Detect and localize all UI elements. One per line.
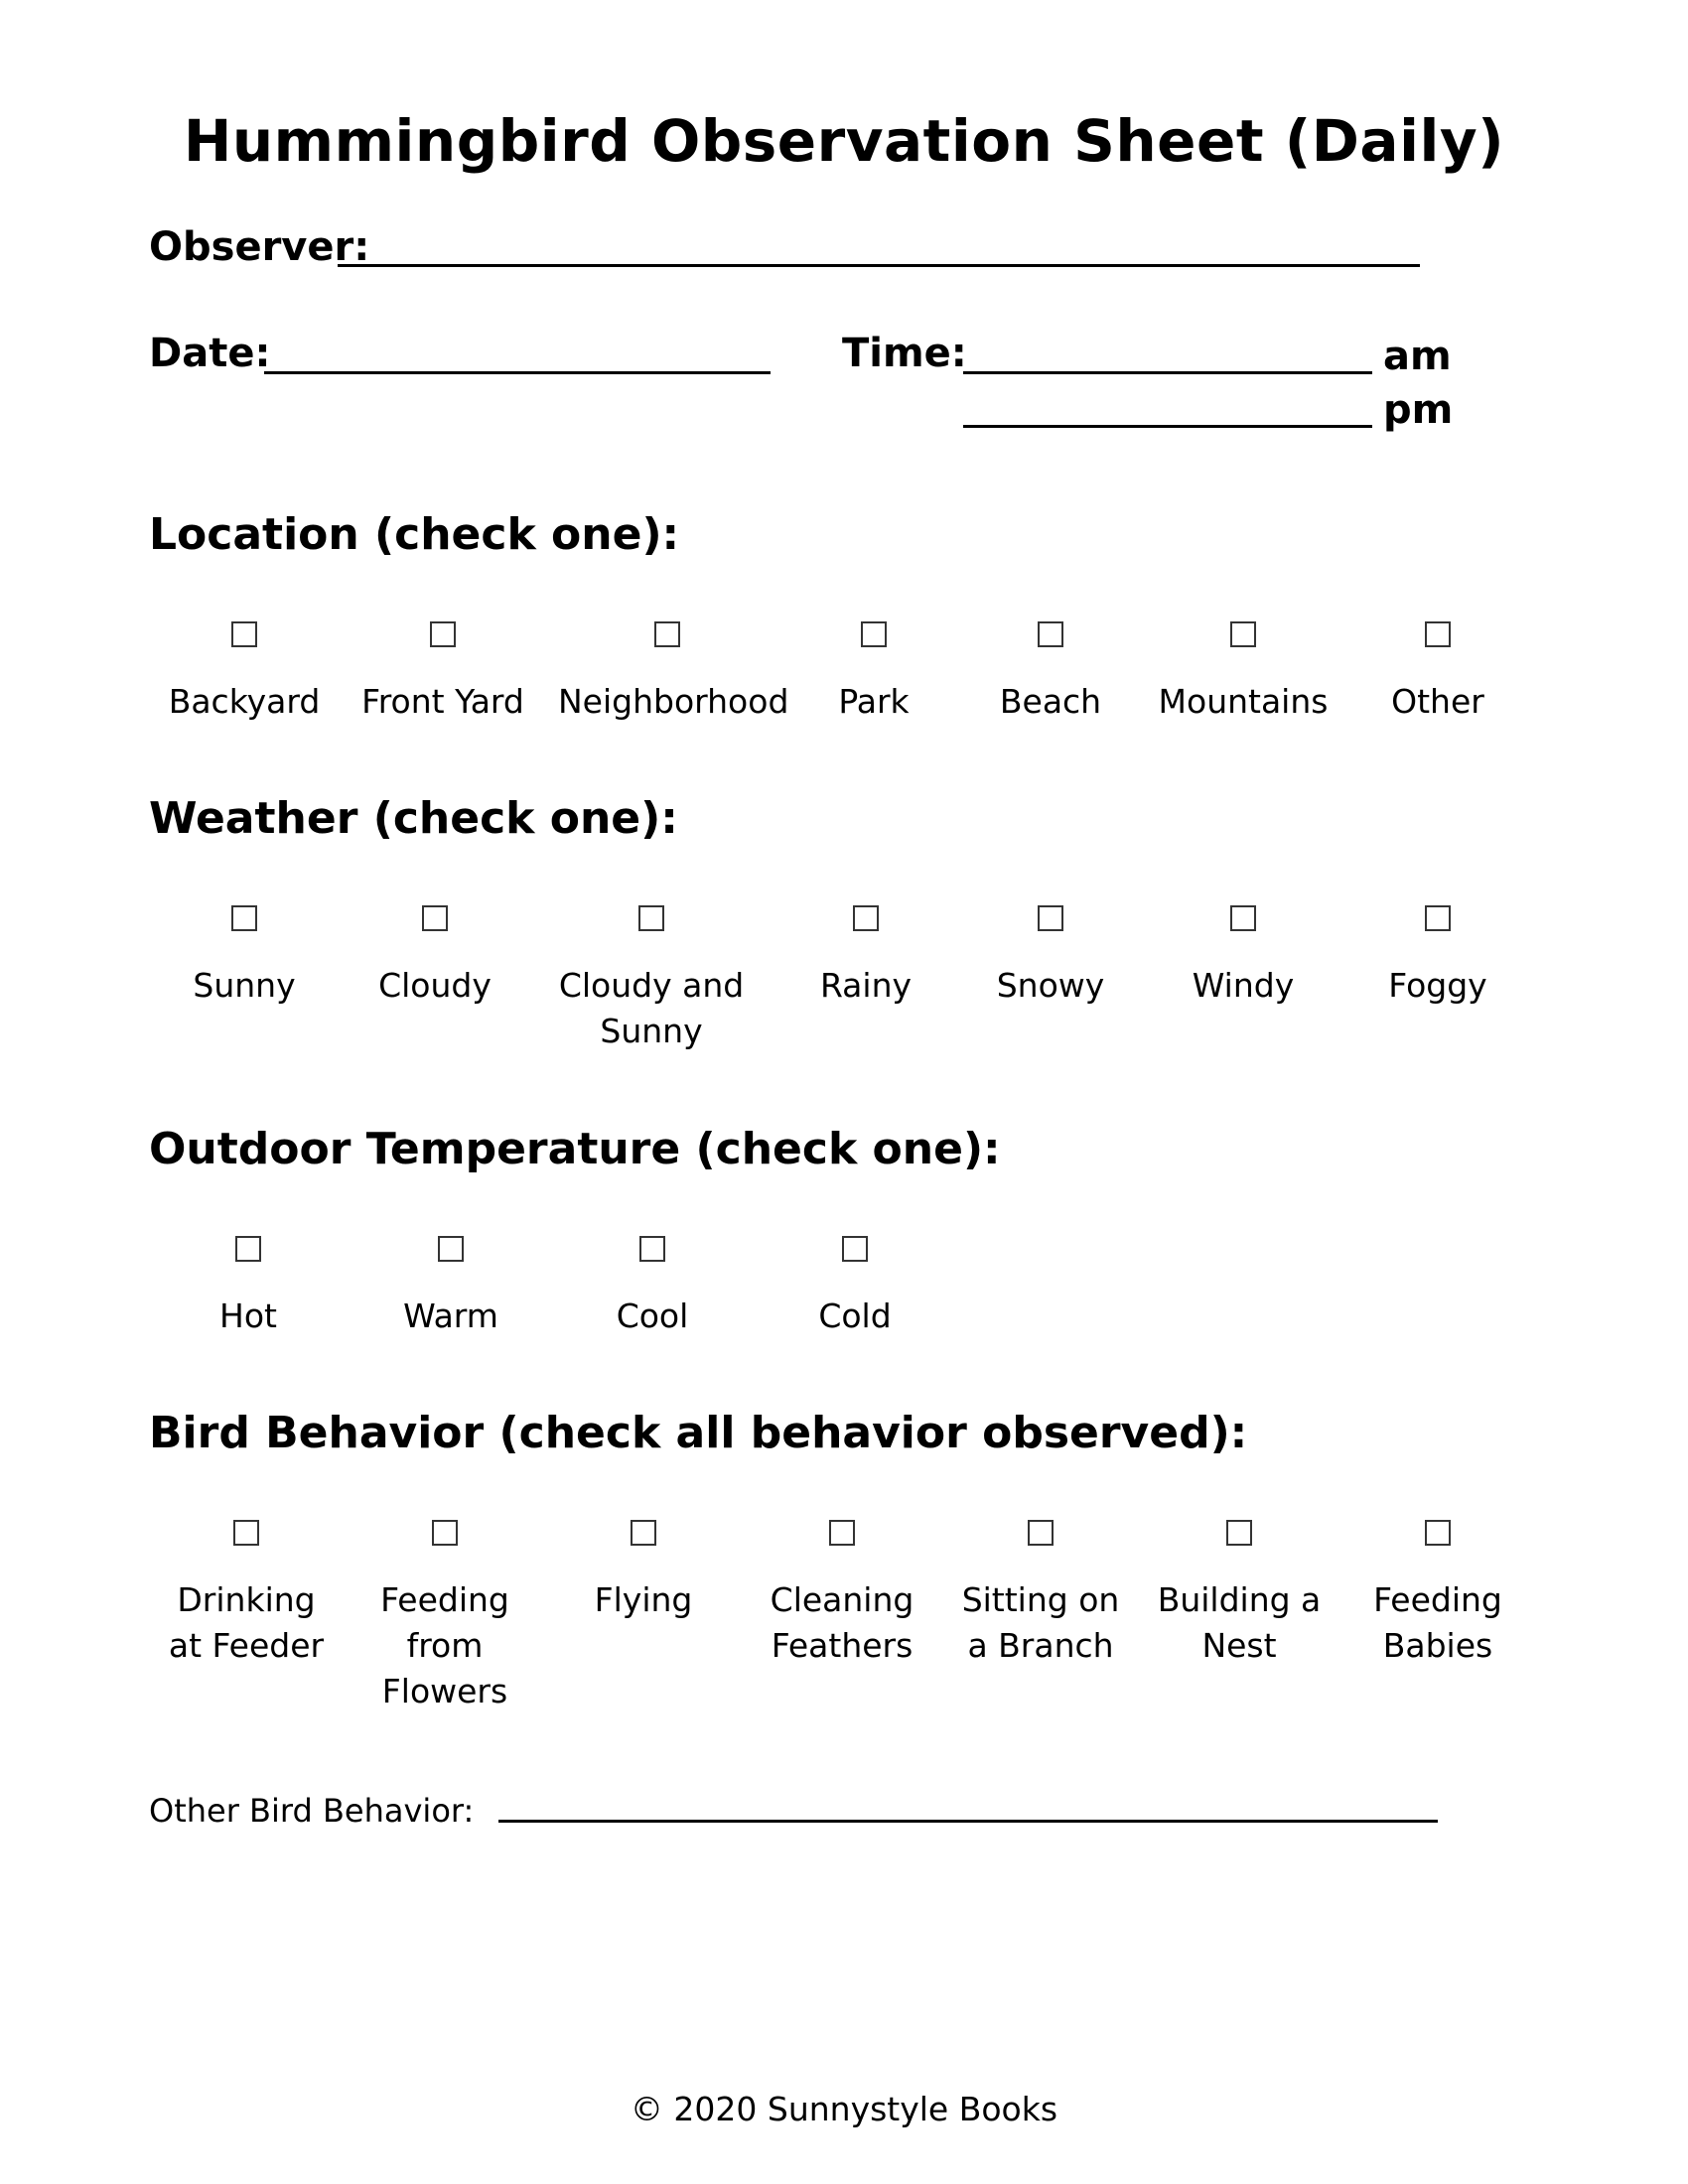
location-label-mountains: Mountains bbox=[1158, 682, 1329, 721]
weather-heading: Weather (check one): bbox=[149, 793, 678, 844]
behavior-checkbox-sitting-on-a-branch[interactable] bbox=[1028, 1520, 1054, 1546]
location-checkbox-front-yard[interactable] bbox=[430, 621, 456, 647]
behavior-label-feeding-from-flowers: Feeding from Flowers bbox=[380, 1580, 509, 1710]
location-label-other: Other bbox=[1391, 682, 1484, 721]
time-pm-field[interactable] bbox=[963, 425, 1372, 428]
weather-label-cloudy-and-sunny: Cloudy and Sunny bbox=[558, 966, 745, 1050]
behavior-checkbox-feeding-babies[interactable] bbox=[1425, 1520, 1451, 1546]
other-behavior-label: Other Bird Behavior: bbox=[149, 1792, 475, 1830]
behavior-checkbox-cleaning-feathers[interactable] bbox=[829, 1520, 855, 1546]
location-label-beach: Beach bbox=[999, 682, 1102, 721]
location-option-mountains bbox=[1134, 621, 1352, 725]
location-label-backyard: Backyard bbox=[168, 682, 321, 721]
behavior-option-sitting-on-a-branch bbox=[931, 1520, 1150, 1669]
temperature-option-hot bbox=[139, 1236, 357, 1339]
location-checkbox-backyard[interactable] bbox=[231, 621, 257, 647]
behavior-label-building-a-nest: Building a Nest bbox=[1157, 1580, 1322, 1665]
date-field[interactable] bbox=[264, 371, 771, 374]
behavior-label-feeding-babies: Feeding Babies bbox=[1373, 1580, 1502, 1665]
location-heading: Location (check one): bbox=[149, 509, 680, 560]
location-label-park: Park bbox=[838, 682, 910, 721]
behavior-checkbox-building-a-nest[interactable] bbox=[1226, 1520, 1252, 1546]
weather-checkbox-windy[interactable] bbox=[1230, 905, 1256, 931]
temperature-label-cool: Cool bbox=[616, 1297, 689, 1335]
location-checkbox-neighborhood[interactable] bbox=[654, 621, 680, 647]
weather-option-cloudy-and-sunny bbox=[542, 905, 761, 1054]
date-label: Date: bbox=[149, 331, 271, 376]
behavior-option-feeding-babies bbox=[1329, 1520, 1547, 1669]
behavior-checkbox-drinking-at-feeder[interactable] bbox=[233, 1520, 259, 1546]
temperature-option-cool bbox=[543, 1236, 762, 1339]
weather-option-snowy bbox=[941, 905, 1160, 1009]
time-label: Time: bbox=[842, 331, 967, 376]
weather-checkbox-sunny[interactable] bbox=[231, 905, 257, 931]
observer-field[interactable] bbox=[338, 264, 1420, 267]
behavior-option-drinking-at-feeder bbox=[137, 1520, 355, 1669]
behavior-option-building-a-nest bbox=[1130, 1520, 1348, 1669]
behavior-label-flying: Flying bbox=[594, 1580, 693, 1619]
weather-option-foggy bbox=[1329, 905, 1547, 1009]
behavior-label-drinking-at-feeder: Drinking at Feeder bbox=[168, 1580, 325, 1665]
weather-checkbox-snowy[interactable] bbox=[1038, 905, 1063, 931]
location-checkbox-mountains[interactable] bbox=[1230, 621, 1256, 647]
location-checkbox-beach[interactable] bbox=[1038, 621, 1063, 647]
am-label: am bbox=[1383, 334, 1452, 379]
behavior-label-cleaning-feathers: Cleaning Feathers bbox=[770, 1580, 914, 1665]
weather-option-windy bbox=[1134, 905, 1352, 1009]
behavior-option-cleaning-feathers bbox=[733, 1520, 951, 1669]
weather-checkbox-foggy[interactable] bbox=[1425, 905, 1451, 931]
temperature-checkbox-hot[interactable] bbox=[235, 1236, 261, 1262]
location-label-front-yard: Front Yard bbox=[361, 682, 524, 721]
location-option-front-yard bbox=[334, 621, 552, 725]
temperature-checkbox-warm[interactable] bbox=[438, 1236, 464, 1262]
copyright-footer: © 2020 Sunnystyle Books bbox=[630, 2090, 1058, 2128]
weather-label-foggy: Foggy bbox=[1388, 966, 1487, 1005]
weather-label-windy: Windy bbox=[1192, 966, 1295, 1005]
weather-option-cloudy bbox=[326, 905, 544, 1009]
location-label-neighborhood: Neighborhood bbox=[558, 682, 789, 721]
behavior-checkbox-feeding-from-flowers[interactable] bbox=[432, 1520, 458, 1546]
location-option-backyard bbox=[135, 621, 353, 725]
temperature-label-cold: Cold bbox=[818, 1297, 892, 1335]
behavior-label-sitting-on-a-branch: Sitting on a Branch bbox=[961, 1580, 1120, 1665]
observer-label: Observer: bbox=[149, 224, 370, 270]
weather-checkbox-cloudy[interactable] bbox=[422, 905, 448, 931]
location-checkbox-park[interactable] bbox=[861, 621, 887, 647]
temperature-heading: Outdoor Temperature (check one): bbox=[149, 1124, 1001, 1174]
weather-label-rainy: Rainy bbox=[819, 966, 913, 1005]
temperature-checkbox-cold[interactable] bbox=[842, 1236, 868, 1262]
location-option-beach bbox=[941, 621, 1160, 725]
weather-label-snowy: Snowy bbox=[996, 966, 1105, 1005]
temperature-checkbox-cool[interactable] bbox=[639, 1236, 665, 1262]
temperature-label-hot: Hot bbox=[219, 1297, 277, 1335]
behavior-checkbox-flying[interactable] bbox=[631, 1520, 656, 1546]
time-am-field[interactable] bbox=[963, 371, 1372, 374]
location-checkbox-other[interactable] bbox=[1425, 621, 1451, 647]
weather-label-sunny: Sunny bbox=[193, 966, 296, 1005]
temperature-label-warm: Warm bbox=[403, 1297, 498, 1335]
temperature-option-cold bbox=[746, 1236, 964, 1339]
weather-option-sunny bbox=[135, 905, 353, 1009]
temperature-option-warm bbox=[342, 1236, 560, 1339]
pm-label: pm bbox=[1383, 387, 1454, 433]
weather-checkbox-rainy[interactable] bbox=[853, 905, 879, 931]
location-option-other bbox=[1329, 621, 1547, 725]
behavior-option-feeding-from-flowers bbox=[336, 1520, 554, 1714]
behavior-option-flying bbox=[534, 1520, 753, 1623]
behavior-heading: Bird Behavior (check all behavior observed): bbox=[149, 1408, 1248, 1458]
location-option-neighborhood bbox=[558, 621, 789, 725]
weather-checkbox-cloudy-and-sunny[interactable] bbox=[638, 905, 664, 931]
page-title: Hummingbird Observation Sheet (Daily) bbox=[183, 107, 1505, 175]
weather-label-cloudy: Cloudy bbox=[378, 966, 492, 1005]
other-behavior-field[interactable] bbox=[498, 1820, 1438, 1823]
